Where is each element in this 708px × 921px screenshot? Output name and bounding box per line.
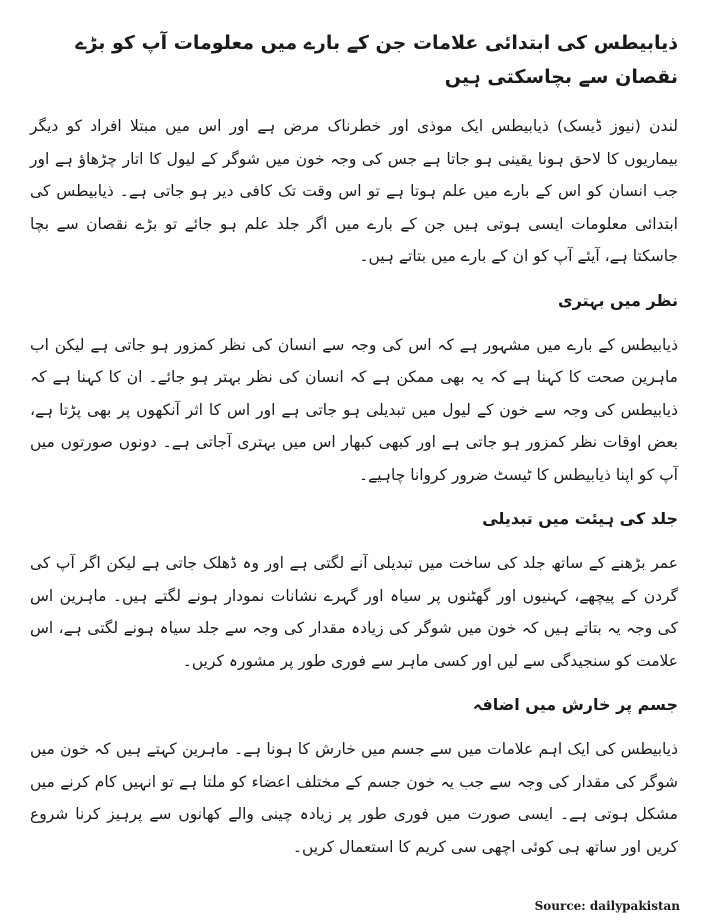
source-credit: Source: dailypakistan — [534, 899, 680, 913]
section-body-itching: ذیابیطس کی ایک اہم علامات میں سے جسم میں خارش کا ہونا ہے۔ ماہرین کہتے ہیں کہ خون میں شوگر کی مقدار کی وجہ سے جب یہ خون جسم کے مختلف اعضاء کو ملتا ہے تو انہیں کام کرنے میں مشکل ہوتی ہے۔ ایسی صورت میں فوری طور پر زیادہ چینی والے کھانوں سے پرہیز کرنا شروع کریں اور ساتھ ہی کوئی اچھی سی کریم کا استعمال کریں۔ — [30, 740, 678, 856]
section-heading-itching: جسم پر خارش میں اضافہ — [472, 695, 678, 714]
section-body-skin: عمر بڑھنے کے ساتھ جلد کی ساخت میں تبدیلی آنے لگتی ہے اور وہ ڈھلک جاتی ہے لیکن اگر آپ کی گردن کے پیچھے، کہنیوں اور گھٹنوں پر سیاہ اور گہرے نشانات نمودار ہونے لگتے ہیں۔ ماہرین اس کی وجہ یہ بتاتے ہیں کہ خون میں شوگر کی زیادہ مقدار کی وجہ سے جلد سیاہ ہونے لگتی ہے، اس علامت کو سنجیدگی سے لیں اور کسی ماہر سے فوری طور پر مشورہ کریں۔ — [30, 554, 678, 670]
section-heading-vision: نظر میں بہتری — [557, 290, 678, 310]
section-heading-skin: جلد کی ہیئت میں تبدیلی — [482, 509, 678, 528]
article-title: ذیابیطس کی ابتدائی علامات جن کے بارے میں معلومات آپ کو بڑے نقصان سے بچاسکتی ہیں — [75, 32, 678, 88]
section-body-vision: ذیابیطس کے بارے میں مشہور ہے کہ اس کی وجہ سے انسان کی نظر کمزور ہو جاتی ہے لیکن اب ماہرین صحت کا کہنا ہے کہ یہ بھی ممکن ہے کہ انسان کی نظر بہتر ہو جائے۔ ان کا کہنا ہے کہ ذیابیطس کی وجہ سے خون کے لیول میں تبدیلی ہو جاتی ہے اور اس کا اثر آنکھوں پر بھی پڑتا ہے، بعض اوقات نظر کمزور ہو جاتی ہے اور کبھی کبھار اس میں بہتری آجاتی ہے۔ دونوں صورتوں میں آپ کو اپنا ذیابیطس کا ٹیسٹ ضرور کروانا چاہیے۔ — [30, 335, 678, 484]
intro-paragraph: لندن (نیوز ڈیسک) ذیابیطس ایک موذی اور خطرناک مرض ہے اور اس میں مبتلا افراد کو دیگر بیماریوں کا لاحق ہونا یقینی ہو جاتا ہے جس کی وجہ خون میں شوگر کے لیول کا اتار چڑھاﺅ ہے اور جب انسان کو اس کے بارے میں علم ہوتا ہے تو اس وقت تک کافی دیر ہو جاتی ہے۔ ذیابیطس کی ابتدائی معلومات ایسی ہوتی ہیں جن کے بارے میں اگر جلد علم ہو جائے تو بڑے نقصان سے بچا جاسکتا ہے، آیئے آپ کو ان کے بارے میں بتاتے ہیں۔ — [30, 117, 678, 265]
